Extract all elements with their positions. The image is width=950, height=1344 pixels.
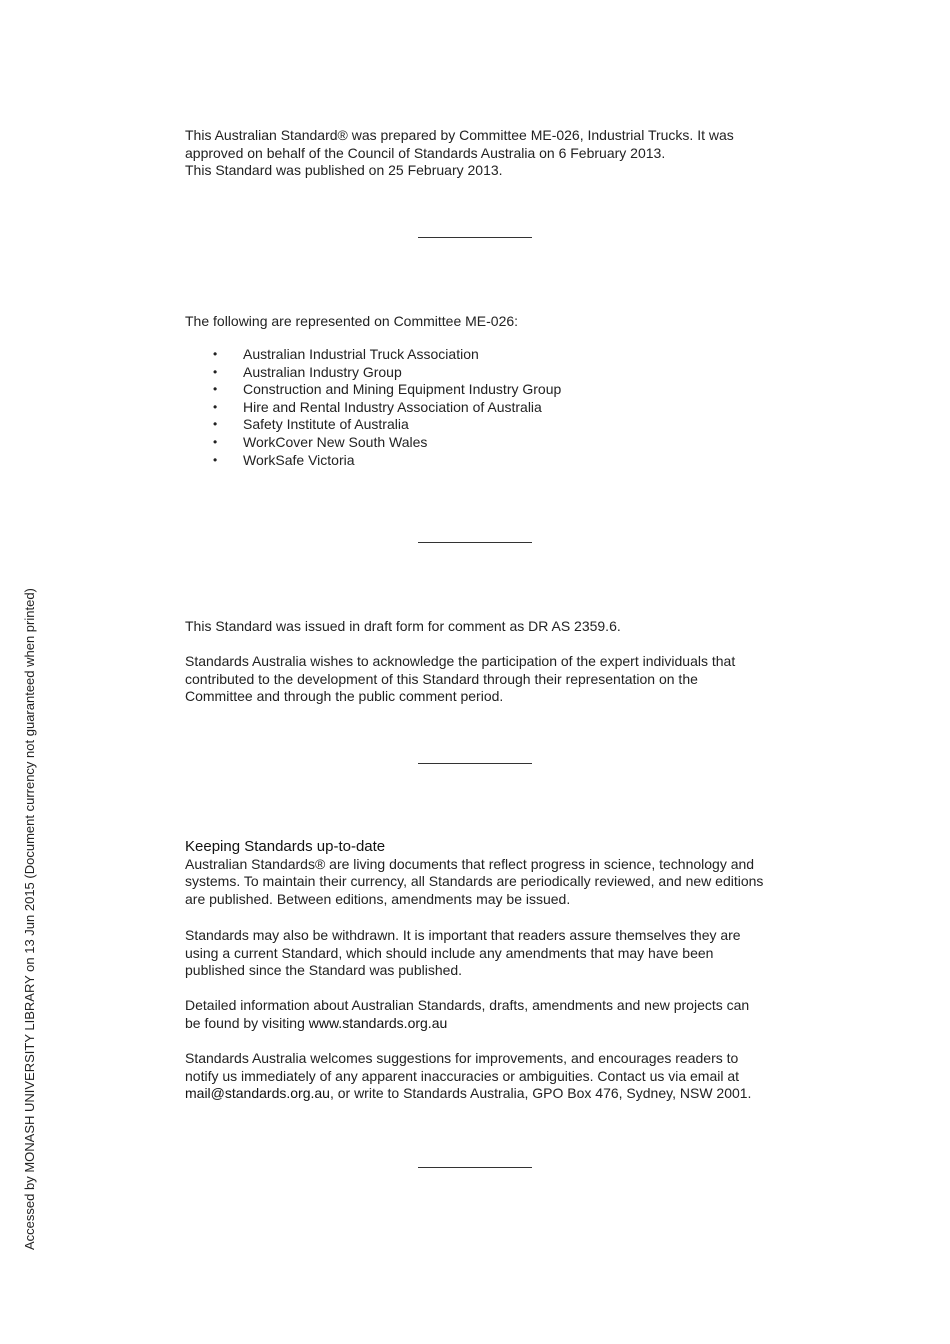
paragraph-line: Australian Standards® are living documents that reflect progress in science, technology and — [185, 855, 755, 872]
list-item — [185, 381, 561, 399]
list-item — [185, 346, 561, 364]
paragraph-line: Standards Australia welcomes suggestions for improvements, and encourages readers to — [185, 1050, 739, 1066]
section-divider — [418, 237, 532, 238]
acknowledgement-paragraph — [185, 653, 775, 706]
paragraph-line — [185, 1085, 775, 1103]
website-link[interactable]: www.standards.org.au — [308, 1014, 448, 1031]
bullet-icon: • — [213, 452, 218, 467]
list-item — [185, 416, 561, 434]
paragraph-line: systems. To maintain their currency, all Standards are periodically reviewed, and new editions — [185, 873, 764, 890]
preparation-line: approved on behalf of the Council of Standards Australia on 6 February 2013. — [185, 144, 666, 161]
list-item — [185, 364, 561, 382]
section-divider — [418, 763, 532, 764]
paragraph-line: are published. Between editions, amendments may be issued. — [185, 890, 571, 907]
withdrawal-paragraph — [185, 927, 775, 980]
preparation-line: This Australian Standard® was prepared by Committee ME-026, Industrial Trucks. It was — [185, 127, 734, 143]
bullet-icon: • — [213, 382, 218, 397]
feedback-paragraph — [185, 1050, 775, 1103]
paragraph-text: be found by visiting — [185, 1014, 309, 1031]
committee-intro — [185, 313, 775, 331]
acknowledgement-line: Standards Australia wishes to acknowledge the participation of the expert individuals that — [185, 653, 736, 669]
committee-intro-text: The following are represented on Committee ME-026: — [185, 313, 519, 329]
acknowledgement-line: Committee and through the public comment period. — [185, 688, 504, 705]
paragraph-line: published since the Standard was published. — [185, 962, 463, 979]
paragraph-line: notify us immediately of any apparent inaccuracies or ambiguities. Contact us via email at — [185, 1067, 740, 1084]
section-heading: Keeping Standards up-to-date — [185, 838, 386, 855]
member-name: Australian Industry Group — [243, 363, 402, 380]
preparation-statement — [185, 127, 775, 180]
member-name: Safety Institute of Australia — [243, 416, 409, 433]
member-name: Construction and Mining Equipment Industry Group — [243, 381, 562, 398]
list-item — [185, 452, 561, 470]
keeping-up-to-date-section — [185, 838, 775, 908]
draft-issued-text: This Standard was issued in draft form for comment as DR AS 2359.6. — [185, 618, 621, 634]
paragraph-text: , or write to Standards Australia, GPO Box 476, Sydney, NSW 2001. — [329, 1085, 752, 1102]
information-paragraph — [185, 997, 775, 1032]
member-name: Hire and Rental Industry Association of Australia — [243, 398, 542, 415]
acknowledgement-line: contributed to the development of this Standard through their representation on the — [185, 670, 698, 687]
paragraph-line: Standards may also be withdrawn. It is important that readers assure themselves they are — [185, 927, 741, 943]
member-name: WorkCover New South Wales — [243, 433, 428, 450]
bullet-icon: • — [213, 434, 218, 449]
member-name: Australian Industrial Truck Association — [243, 346, 479, 362]
bullet-icon: • — [213, 364, 218, 379]
list-item — [185, 399, 561, 417]
section-divider — [418, 1167, 532, 1168]
committee-member-list — [185, 346, 561, 469]
paragraph-line — [185, 1015, 775, 1033]
draft-statement — [185, 618, 775, 636]
member-name: WorkSafe Victoria — [243, 451, 355, 468]
paragraph-line: Detailed information about Australian Standards, drafts, amendments and new projects can — [185, 997, 750, 1013]
bullet-icon: • — [213, 347, 218, 361]
section-divider — [418, 542, 532, 543]
publication-date-line: This Standard was published on 25 February 2013. — [185, 162, 503, 179]
access-watermark-note: Accessed by MONASH UNIVERSITY LIBRARY on 13 Jun 2015 (Document currency not guaranteed when printed) — [22, 588, 37, 1250]
bullet-icon: • — [213, 417, 218, 432]
bullet-icon: • — [213, 399, 218, 414]
paragraph-line: using a current Standard, which should include any amendments that may have been — [185, 944, 714, 961]
email-link[interactable]: mail@standards.org.au — [185, 1085, 330, 1102]
list-item — [185, 434, 561, 452]
